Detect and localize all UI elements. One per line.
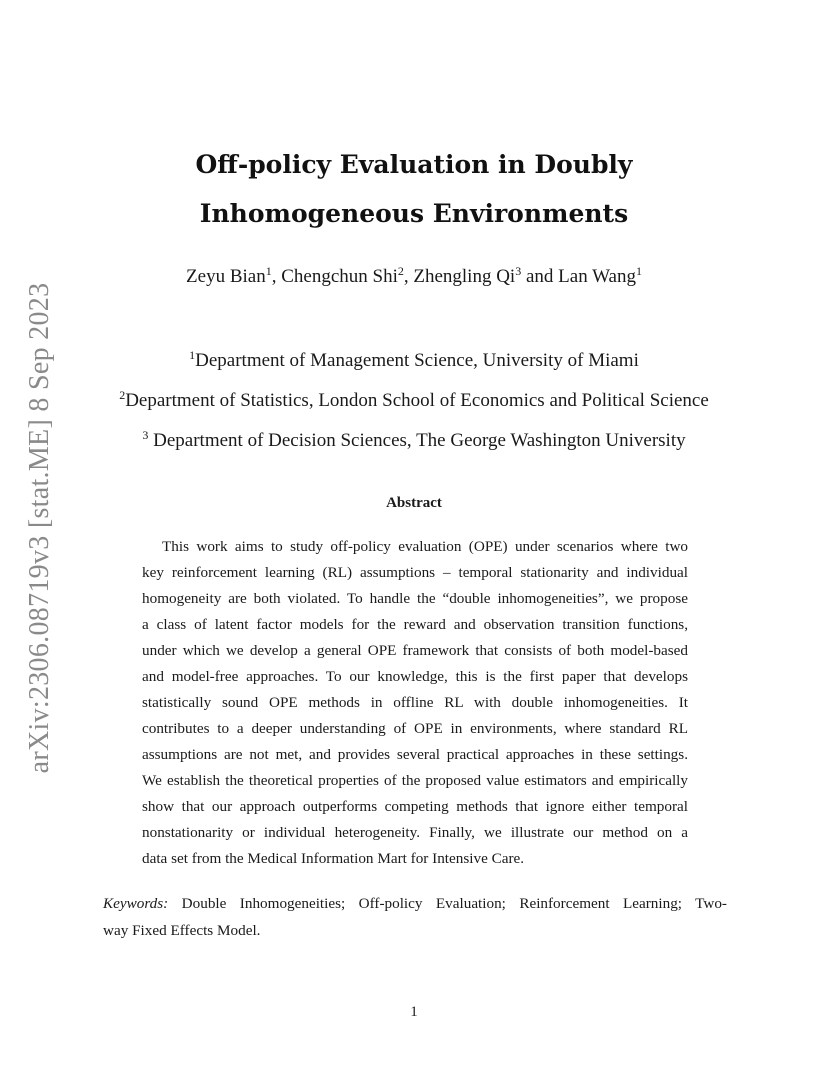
title-line-1: Off-policy Evaluation in Doubly bbox=[195, 150, 633, 179]
paper-title bbox=[0, 140, 828, 238]
author-separator: , bbox=[271, 266, 282, 287]
author-list bbox=[0, 264, 828, 288]
affiliation-line bbox=[0, 338, 828, 378]
keywords-text: Double Inhomogeneities; Off-policy Evaluation; Reinforcement Learning; Two- bbox=[168, 895, 727, 912]
affiliation-text: Department of Management Science, University of Miami bbox=[195, 350, 639, 371]
affiliation-mark: 3 bbox=[142, 428, 149, 442]
page-number: 1 bbox=[410, 1004, 418, 1020]
abstract-line: under which we develop a general OPE framework that consists of both model-based bbox=[142, 642, 688, 659]
abstract-line: assumptions are not met, and provides several practical approaches in these settings. bbox=[142, 746, 688, 763]
keywords-label: Keywords: bbox=[103, 895, 169, 912]
abstract-line: This work aims to study off-policy evaluation (OPE) under scenarios where two bbox=[162, 538, 688, 555]
abstract-line: We establish the theoretical properties of the proposed value estimators and empirically bbox=[142, 772, 688, 789]
affiliation-line bbox=[0, 418, 828, 458]
abstract-line: statistically sound OPE methods in offline RL with double inhomogeneities. It bbox=[142, 694, 688, 711]
author-separator: , bbox=[403, 266, 414, 287]
author-name: Lan Wang bbox=[558, 266, 636, 287]
affiliation-text: Department of Statistics, London School of Economics and Political Science bbox=[125, 390, 709, 411]
title-line-2: Inhomogeneous Environments bbox=[199, 199, 629, 228]
keywords-section bbox=[103, 890, 727, 944]
abstract-line: data set from the Medical Information Mart for Intensive Care. bbox=[142, 850, 525, 867]
abstract-line: contributes to a deeper understanding of OPE in environments, where standard RL bbox=[142, 720, 688, 737]
author-affiliation-mark: 1 bbox=[265, 264, 272, 278]
affiliation-mark: 1 bbox=[189, 348, 196, 362]
abstract-line: show that our approach outperforms competing methods that ignore either temporal bbox=[142, 798, 688, 815]
affiliation-list bbox=[0, 338, 828, 458]
abstract-line: homogeneity are both violated. To handle the “double inhomogeneities”, we propose bbox=[142, 590, 688, 607]
abstract-line: nonstationarity or individual heterogeneity. Finally, we illustrate our method on a bbox=[142, 824, 688, 841]
keywords-line: way Fixed Effects Model. bbox=[103, 922, 261, 939]
author-name: Chengchun Shi bbox=[281, 266, 398, 287]
affiliation-mark: 2 bbox=[119, 388, 126, 402]
abstract-body bbox=[142, 534, 688, 872]
author-affiliation-mark: 1 bbox=[635, 264, 642, 278]
author-affiliation-mark: 2 bbox=[397, 264, 404, 278]
author-affiliation-mark: 3 bbox=[515, 264, 522, 278]
author-name: Zhengling Qi bbox=[413, 266, 516, 287]
abstract-line: key reinforcement learning (RL) assumptions – temporal stationarity and individual bbox=[142, 564, 688, 581]
affiliation-text: Department of Decision Sciences, The George Washington University bbox=[148, 430, 686, 451]
affiliation-line bbox=[0, 378, 828, 418]
abstract-line: a class of latent factor models for the reward and observation transition functions, bbox=[142, 616, 688, 633]
arxiv-identifier-stamp: arXiv:2306.08719v3 [stat.ME] 8 Sep 2023 bbox=[24, 282, 55, 774]
abstract-line: and model-free approaches. To our knowledge, this is the first paper that develops bbox=[142, 668, 688, 685]
author-separator: and bbox=[521, 266, 559, 287]
abstract-heading: Abstract bbox=[386, 495, 442, 511]
keywords-line bbox=[103, 890, 727, 917]
author-name: Zeyu Bian bbox=[186, 266, 266, 287]
